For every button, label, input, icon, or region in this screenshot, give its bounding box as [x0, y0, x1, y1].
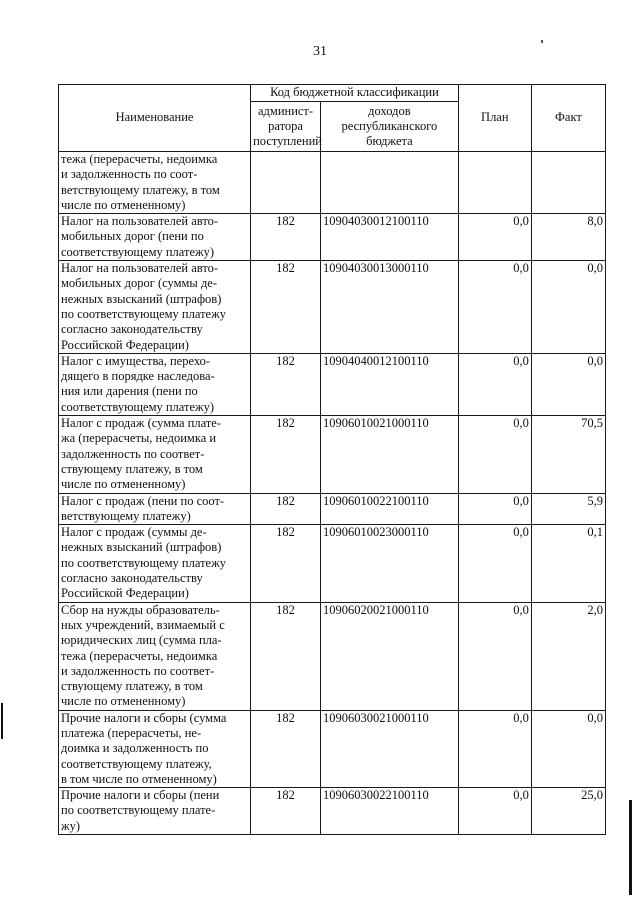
row-fact: 8,0	[531, 214, 605, 261]
name-line: дящего в порядке наследова-	[61, 369, 215, 384]
row-name	[59, 710, 251, 787]
row-income-code: 10904030012100110	[321, 214, 459, 261]
table-row	[59, 214, 606, 261]
header-administrator-line: поступлений	[253, 134, 322, 149]
name-line: Прочие налоги и сборы (пени	[61, 788, 220, 803]
table-row	[59, 788, 606, 835]
name-line: Сбор на нужды образователь-	[61, 602, 220, 617]
table-row	[59, 261, 606, 354]
row-name	[59, 493, 251, 525]
name-line: Налог на пользователей авто-	[61, 214, 219, 229]
name-line: Налог с продаж (пени по соот-	[61, 493, 225, 508]
name-line: числе по отмененному)	[61, 477, 186, 492]
row-plan: 0,0	[458, 525, 531, 602]
name-line: доимка и задолженность по	[61, 741, 209, 756]
header-administrator-line: админист-	[258, 103, 314, 118]
row-plan: 0,0	[458, 416, 531, 493]
name-line: и задолженность по соответ-	[61, 663, 215, 678]
row-name	[59, 416, 251, 493]
name-line: Прочие налоги и сборы (сумма	[61, 710, 227, 725]
row-name	[59, 214, 251, 261]
name-line: ствующему платежу, в том	[61, 679, 203, 694]
name-line: Российской Федерации)	[61, 586, 189, 601]
header-fact: Факт	[531, 85, 605, 152]
header-budget-code: Код бюджетной классификации	[251, 85, 459, 102]
name-line: мобильных дорог (суммы де-	[61, 276, 218, 291]
name-line: по соответствующему платежу	[61, 555, 226, 570]
row-admin-code: 182	[251, 602, 321, 710]
name-line: мобильных дорог (пени по	[61, 229, 204, 244]
continuation-row	[59, 152, 606, 214]
row-plan: 0,0	[458, 493, 531, 525]
name-line: жу)	[61, 818, 81, 833]
row-income-code: 10906010023000110	[321, 525, 459, 602]
row-income-code: 10906030021000110	[321, 710, 459, 787]
table-row	[59, 493, 606, 525]
row-admin-code: 182	[251, 788, 321, 835]
row-fact: 2,0	[531, 602, 605, 710]
header-name: Наименование	[59, 85, 251, 152]
row-name	[59, 788, 251, 835]
continuation-plan	[458, 152, 531, 214]
name-line: задолженность по соответ-	[61, 446, 205, 461]
row-fact: 0,0	[531, 261, 605, 354]
header-administrator	[251, 102, 321, 152]
row-income-code: 10904040012100110	[321, 353, 459, 415]
row-fact: 0,0	[531, 710, 605, 787]
name-line: соответствующему платежу)	[61, 399, 215, 414]
continuation-admin	[251, 152, 321, 214]
row-name	[59, 602, 251, 710]
header-income-line: республиканского	[341, 118, 438, 133]
name-line: ния или дарения (пени по	[61, 384, 198, 399]
name-line: ных учреждений, взимаемый с	[61, 617, 225, 632]
row-name	[59, 261, 251, 354]
row-name	[59, 353, 251, 415]
name-line: в том числе по отмененному)	[61, 771, 217, 786]
scan-edge-mark-left	[1, 703, 3, 739]
row-admin-code: 182	[251, 416, 321, 493]
row-admin-code: 182	[251, 353, 321, 415]
row-income-code: 10906030022100110	[321, 788, 459, 835]
name-line: жа (перерасчеты, недоимка и	[61, 431, 217, 446]
table-row	[59, 353, 606, 415]
row-admin-code: 182	[251, 214, 321, 261]
scan-edge-mark-right	[629, 800, 632, 895]
continuation-code	[321, 152, 459, 214]
name-line: согласно законодательству	[61, 322, 203, 337]
name-line: ствующему платежу, в том	[61, 461, 203, 476]
row-income-code: 10906010021000110	[321, 416, 459, 493]
row-fact: 0,0	[531, 353, 605, 415]
row-fact: 25,0	[531, 788, 605, 835]
header-income	[321, 102, 459, 152]
row-plan: 0,0	[458, 261, 531, 354]
name-line: Налог с продаж (сумма плате-	[61, 416, 221, 431]
name-line: тежа (перерасчеты, недоимка	[61, 648, 218, 663]
table-row	[59, 525, 606, 602]
row-fact: 0,1	[531, 525, 605, 602]
header-income-line: доходов	[368, 103, 411, 118]
name-line: Налог с продаж (суммы де-	[61, 525, 207, 540]
name-line: юридических лиц (сумма пла-	[61, 633, 222, 648]
row-plan: 0,0	[458, 788, 531, 835]
header-income-line: бюджета	[366, 134, 413, 149]
row-admin-code: 182	[251, 261, 321, 354]
name-line: соответствующему платежу,	[61, 756, 212, 771]
row-admin-code: 182	[251, 525, 321, 602]
name-line: ветствующему платежу, в том	[61, 182, 220, 197]
page-number: 31	[313, 44, 327, 59]
row-fact: 70,5	[531, 416, 605, 493]
row-income-code: 10906010022100110	[321, 493, 459, 525]
row-name	[59, 525, 251, 602]
name-line: по соответствующему плате-	[61, 803, 216, 818]
header-administrator-line: ратора	[268, 118, 303, 133]
continuation-name	[59, 152, 251, 214]
table-row	[59, 710, 606, 787]
row-income-code: 10904030013000110	[321, 261, 459, 354]
name-line: тежа (перерасчеты, недоимка	[61, 152, 218, 166]
budget-revenue-table	[58, 84, 606, 835]
name-line: числе по отмененному)	[61, 197, 186, 212]
name-line: и задолженность по соот-	[61, 167, 198, 182]
name-line: Российской Федерации)	[61, 337, 189, 352]
row-plan: 0,0	[458, 353, 531, 415]
row-plan: 0,0	[458, 214, 531, 261]
table-row	[59, 416, 606, 493]
name-line: согласно законодательству	[61, 571, 203, 586]
row-fact: 5,9	[531, 493, 605, 525]
name-line: платежа (перерасчеты, не-	[61, 725, 202, 740]
table-row	[59, 602, 606, 710]
header-plan: План	[458, 85, 531, 152]
name-line: по соответствующему платежу	[61, 306, 226, 321]
name-line: нежных взысканий (штрафов)	[61, 291, 222, 306]
row-income-code: 10906020021000110	[321, 602, 459, 710]
row-admin-code: 182	[251, 493, 321, 525]
name-line: нежных взысканий (штрафов)	[61, 540, 222, 555]
name-line: соответствующему платежу)	[61, 244, 215, 259]
name-line: Налог с имущества, перехо-	[61, 353, 211, 368]
row-plan: 0,0	[458, 602, 531, 710]
scan-speck	[541, 40, 543, 43]
name-line: ветствующему платежу)	[61, 508, 191, 523]
row-admin-code: 182	[251, 710, 321, 787]
row-plan: 0,0	[458, 710, 531, 787]
name-line: Налог на пользователей авто-	[61, 261, 219, 276]
name-line: числе по отмененному)	[61, 694, 186, 709]
continuation-fact	[531, 152, 605, 214]
